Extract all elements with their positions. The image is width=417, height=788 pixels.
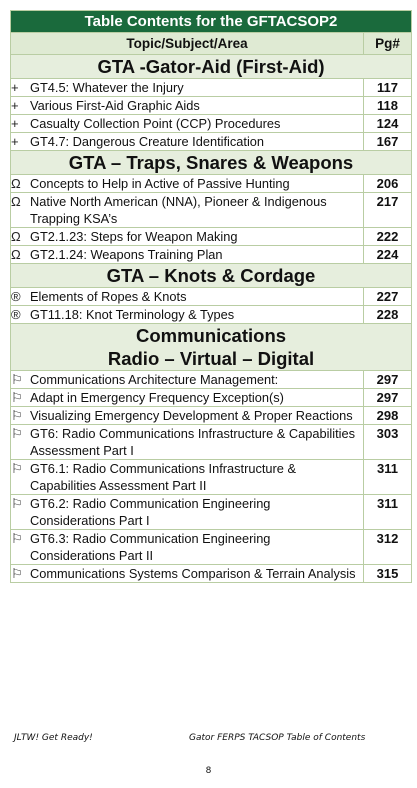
flag-icon: ⚐ bbox=[11, 461, 23, 476]
entry-page-number: 297 bbox=[364, 371, 412, 389]
entry-title: Communications Systems Comparison & Terrain Analysis bbox=[30, 566, 356, 581]
entry-page-number: 222 bbox=[364, 228, 412, 246]
section-heading bbox=[11, 151, 412, 175]
entry-topic-cell bbox=[11, 530, 364, 565]
entry-title: Communications Architecture Management: bbox=[30, 372, 279, 387]
entry-page-number: 311 bbox=[364, 460, 412, 495]
section-title: GTA – Knots & Cordage bbox=[106, 265, 316, 286]
header-row bbox=[11, 33, 412, 55]
entry-page-number: 224 bbox=[364, 246, 412, 264]
entry-topic-cell bbox=[11, 306, 364, 324]
section-heading bbox=[11, 324, 412, 371]
entry-page-number: 315 bbox=[364, 565, 412, 583]
entry-page-number: 298 bbox=[364, 407, 412, 425]
toc-entry-row[interactable] bbox=[11, 306, 412, 324]
entry-topic-cell bbox=[11, 193, 364, 228]
entry-topic-cell bbox=[11, 246, 364, 264]
section-heading-row bbox=[11, 264, 412, 288]
entry-page-number: 124 bbox=[364, 115, 412, 133]
table-of-contents bbox=[10, 10, 412, 583]
entry-page-number: 303 bbox=[364, 425, 412, 460]
toc-entry-row[interactable] bbox=[11, 193, 412, 228]
flag-icon: ⚐ bbox=[11, 426, 23, 441]
entry-topic-cell bbox=[11, 133, 364, 151]
entry-topic-cell bbox=[11, 495, 364, 530]
toc-entry-row[interactable] bbox=[11, 495, 412, 530]
entry-topic-cell bbox=[11, 407, 364, 425]
flag-icon: ⚐ bbox=[11, 372, 23, 387]
section-heading bbox=[11, 264, 412, 288]
entry-title: GT2.1.23: Steps for Weapon Making bbox=[30, 229, 238, 244]
entry-page-number: 311 bbox=[364, 495, 412, 530]
toc-entry-row[interactable] bbox=[11, 371, 412, 389]
registered-icon: ® bbox=[11, 289, 21, 304]
entry-page-number: 297 bbox=[364, 389, 412, 407]
entry-title: Native North American (NNA), Pioneer & Indigenous Trapping KSA’s bbox=[30, 194, 327, 226]
entry-page-number: 228 bbox=[364, 306, 412, 324]
entry-topic-cell bbox=[11, 97, 364, 115]
flag-icon: ⚐ bbox=[11, 531, 23, 546]
entry-topic-cell bbox=[11, 115, 364, 133]
topic-column-header: Topic/Subject/Area bbox=[11, 33, 364, 55]
section-heading-row bbox=[11, 324, 412, 371]
cross-icon: + bbox=[11, 80, 19, 95]
section-title: GTA – Traps, Snares & Weapons bbox=[68, 152, 354, 173]
entry-title: Elements of Ropes & Knots bbox=[30, 289, 187, 304]
entry-title: GT6.3: Radio Communication Engineering Considerations Part II bbox=[30, 531, 271, 563]
flag-icon: ⚐ bbox=[11, 390, 23, 405]
entry-title: Adapt in Emergency Frequency Exception(s) bbox=[30, 390, 284, 405]
flag-icon: ⚐ bbox=[11, 566, 23, 581]
flag-icon: ⚐ bbox=[11, 408, 23, 423]
entry-title: Visualizing Emergency Development & Proper Reactions bbox=[30, 408, 353, 423]
entry-page-number: 312 bbox=[364, 530, 412, 565]
page-number: 8 bbox=[205, 766, 212, 776]
section-heading-row bbox=[11, 55, 412, 79]
omega-icon: Ω bbox=[11, 176, 21, 191]
toc-entry-row[interactable] bbox=[11, 133, 412, 151]
entry-title: GT4.7: Dangerous Creature Identification bbox=[30, 134, 265, 149]
entry-topic-cell bbox=[11, 565, 364, 583]
title-row bbox=[11, 11, 412, 33]
entry-topic-cell bbox=[11, 460, 364, 495]
toc-entry-row[interactable] bbox=[11, 565, 412, 583]
entry-page-number: 206 bbox=[364, 175, 412, 193]
flag-icon: ⚐ bbox=[11, 496, 23, 511]
toc-entry-row[interactable] bbox=[11, 407, 412, 425]
cross-icon: + bbox=[11, 98, 19, 113]
entry-page-number: 227 bbox=[364, 288, 412, 306]
footer-right: Gator FERPS TACSOP Table of Contents bbox=[189, 733, 366, 743]
table-title: Table Contents for the GFTACSOP2 bbox=[11, 11, 412, 33]
entry-title: GT6.2: Radio Communication Engineering Considerations Part I bbox=[30, 496, 271, 528]
toc-entry-row[interactable] bbox=[11, 460, 412, 495]
toc-entry-row[interactable] bbox=[11, 175, 412, 193]
entry-title: GT6.1: Radio Communications Infrastructure & Capabilities Assessment Part II bbox=[30, 461, 296, 493]
section-title: GTA -Gator-Aid (First-Aid) bbox=[97, 56, 325, 77]
toc-entry-row[interactable] bbox=[11, 288, 412, 306]
registered-icon: ® bbox=[11, 307, 21, 322]
entry-title: GT11.18: Knot Terminology & Types bbox=[30, 307, 235, 322]
omega-icon: Ω bbox=[11, 229, 21, 244]
entry-topic-cell bbox=[11, 228, 364, 246]
omega-icon: Ω bbox=[11, 194, 21, 209]
toc-entry-row[interactable] bbox=[11, 115, 412, 133]
omega-icon: Ω bbox=[11, 247, 21, 262]
toc-entry-row[interactable] bbox=[11, 246, 412, 264]
entry-page-number: 167 bbox=[364, 133, 412, 151]
entry-title: GT6: Radio Communications Infrastructure & Capabilities Assessment Part I bbox=[30, 426, 356, 458]
toc-entry-row[interactable] bbox=[11, 97, 412, 115]
toc-entry-row[interactable] bbox=[11, 425, 412, 460]
cross-icon: + bbox=[11, 116, 19, 131]
entry-title: GT4.5: Whatever the Injury bbox=[30, 80, 184, 95]
entry-page-number: 217 bbox=[364, 193, 412, 228]
toc-entry-row[interactable] bbox=[11, 530, 412, 565]
footer-left: JLTW! Get Ready! bbox=[14, 733, 93, 743]
entry-topic-cell bbox=[11, 175, 364, 193]
entry-page-number: 118 bbox=[364, 97, 412, 115]
cross-icon: + bbox=[11, 134, 19, 149]
page-column-header: Pg# bbox=[364, 33, 412, 55]
entry-topic-cell bbox=[11, 79, 364, 97]
entry-title: Various First-Aid Graphic Aids bbox=[30, 98, 200, 113]
entry-topic-cell bbox=[11, 425, 364, 460]
entry-topic-cell bbox=[11, 371, 364, 389]
toc-entry-row[interactable] bbox=[11, 389, 412, 407]
section-heading-row bbox=[11, 151, 412, 175]
section-heading bbox=[11, 55, 412, 79]
toc-entry-row[interactable] bbox=[11, 228, 412, 246]
entry-topic-cell bbox=[11, 288, 364, 306]
section-title: Communications bbox=[135, 325, 287, 346]
entry-title: Casualty Collection Point (CCP) Procedures bbox=[30, 116, 281, 131]
section-subtitle: Radio – Virtual – Digital bbox=[107, 348, 315, 369]
entry-topic-cell bbox=[11, 389, 364, 407]
toc-entry-row[interactable] bbox=[11, 79, 412, 97]
entry-title: Concepts to Help in Active of Passive Hunting bbox=[30, 176, 290, 191]
entry-title: GT2.1.24: Weapons Training Plan bbox=[30, 247, 223, 262]
entry-page-number: 117 bbox=[364, 79, 412, 97]
